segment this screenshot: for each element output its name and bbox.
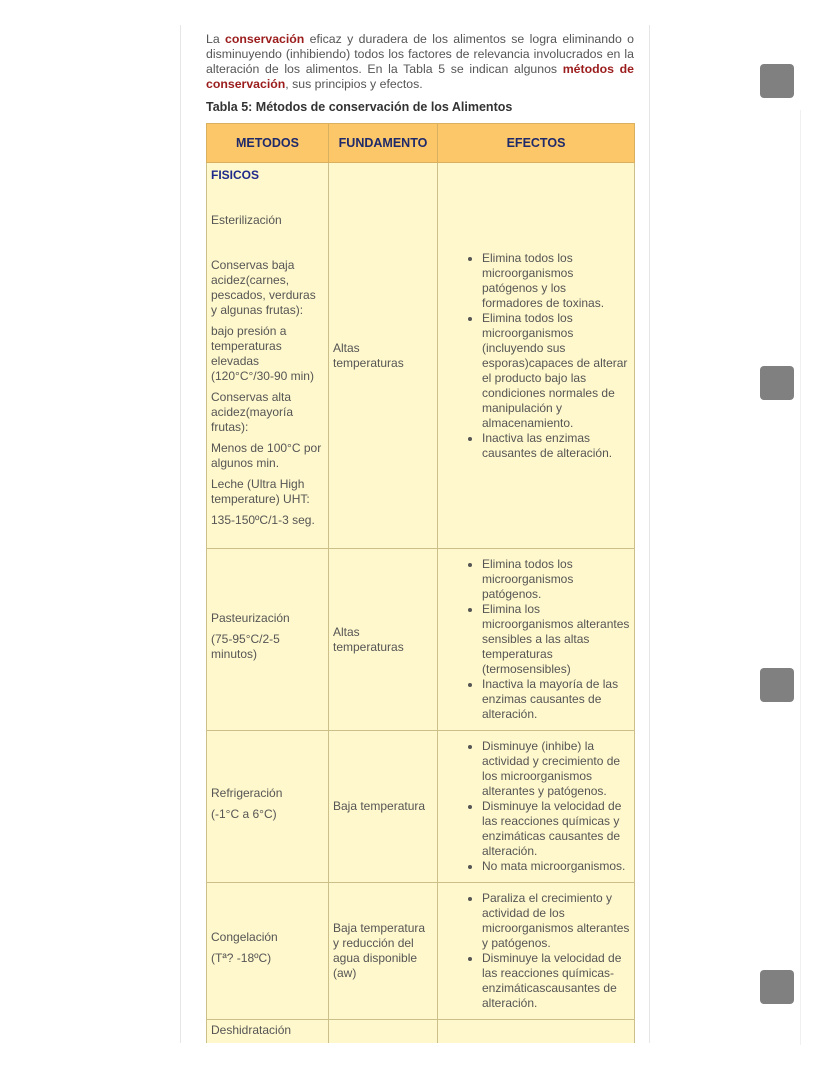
page-nav-button[interactable] (760, 668, 794, 702)
table-row (207, 883, 635, 1020)
highlight-term: conservación (225, 32, 305, 46)
page-nav-button[interactable] (760, 64, 794, 98)
effect-item: • Inactiva la mayoría de las enzimas causantes de alteración. (482, 677, 630, 722)
content-column (180, 25, 650, 1043)
method-detail: Conservas alta acidez(mayoría frutas): (211, 390, 294, 434)
effect-item: • Disminuye (inhibe) la actividad y crecimiento de los microorganismos alterantes y patógenos. (482, 739, 630, 799)
efectos-cell (438, 163, 635, 549)
method-name: Refrigeración (211, 785, 283, 800)
efectos-cell (438, 1020, 635, 1044)
metodo-cell (207, 549, 329, 731)
fundamento-cell: Altas temperaturas (329, 163, 438, 549)
effect-item: • Elimina todos los microorganismos patógenos. (482, 557, 630, 602)
table-row (207, 549, 635, 731)
method-detail: (75-95°C/2-5 minutos) (211, 632, 280, 661)
fundamento-cell: Baja temperatura (329, 731, 438, 883)
effect-item: • Elimina todos los microorganismos (incluyendo sus esporas)capaces de alterar el producto bajo las condiciones normales de manipulación y almacenamiento. (482, 311, 630, 431)
method-name: Pasteurización (211, 611, 290, 625)
method-detail: (Tª? -18ºC) (211, 951, 272, 965)
text: eficaz y duradera de los alimentos se logra eliminando o disminuyendo (inhibiendo) todos los factores de relevancia involucrados en la alteración de los alimentos. En la Tabla 5 se indican algunos (206, 32, 634, 76)
table-caption: Tabla 5: Métodos de conservación de los Alimentos (206, 100, 513, 114)
efectos-cell (438, 883, 635, 1020)
method-detail: Menos de 100°C por algunos min. (211, 441, 322, 470)
effect-item: • No mata microorganismos. (482, 859, 630, 874)
fundamento-cell: Altas temperaturas (329, 549, 438, 731)
metodo-cell (207, 731, 329, 883)
method-detail: (-1°C a 6°C) (211, 806, 277, 821)
page-nav-button[interactable] (760, 366, 794, 400)
header-fundamento: FUNDAMENTO (329, 124, 438, 163)
text: La (206, 32, 226, 46)
table-row (207, 1020, 635, 1044)
method-detail: 135-150ºC/1-3 seg. (211, 513, 315, 527)
table-header-row (207, 124, 635, 163)
table-row (207, 731, 635, 883)
effect-item: • Elimina todos los microorganismos patógenos y los formadores de toxinas. (482, 251, 630, 311)
effect-item: • Elimina los microorganismos alterantes sensibles a las altas temperaturas (termosensibles) (482, 602, 630, 677)
method-detail: Leche (Ultra High temperature) UHT: (211, 477, 310, 506)
intro-paragraph (206, 32, 634, 92)
header-metodos: METODOS (207, 124, 329, 163)
effect-item: • Disminuye la velocidad de las reacciones químicas-enzimáticascausantes de alteración. (482, 951, 630, 1011)
method-name: Congelación (211, 930, 278, 944)
effect-item: • Paraliza el crecimiento y actividad de los microorganismos alterantes y patógenos. (482, 891, 630, 951)
metodo-cell (207, 1020, 329, 1044)
page-nav-button[interactable] (760, 970, 794, 1004)
metodo-cell (207, 883, 329, 1020)
category-label: FISICOS (211, 168, 260, 182)
highlight-term: métodos de conservación (206, 62, 634, 91)
header-efectos: EFECTOS (438, 124, 635, 163)
method-name: Esterilización (211, 213, 282, 227)
method-detail: Conservas baja acidez(carnes, pescados, verduras y algunas frutas): (211, 258, 316, 317)
efectos-cell (438, 549, 635, 731)
metodo-cell (207, 163, 329, 549)
effect-item: • Inactiva las enzimas causantes de alteración. (482, 431, 630, 461)
method-name: Deshidratación (211, 1023, 292, 1037)
table-row (207, 163, 635, 549)
fundamento-cell: Baja temperatura y reducción del agua disponible (aw) (329, 883, 438, 1020)
methods-table (206, 123, 635, 1043)
fundamento-cell (329, 1020, 438, 1044)
text: , sus principios y efectos. (285, 77, 423, 91)
divider (800, 110, 801, 1045)
effect-item: • Disminuye la velocidad de las reacciones químicas y enzimáticas causantes de alteración. (482, 799, 630, 859)
efectos-cell (438, 731, 635, 883)
method-detail: bajo presión a temperaturas elevadas (120°C°/30-90 min) (211, 324, 314, 383)
